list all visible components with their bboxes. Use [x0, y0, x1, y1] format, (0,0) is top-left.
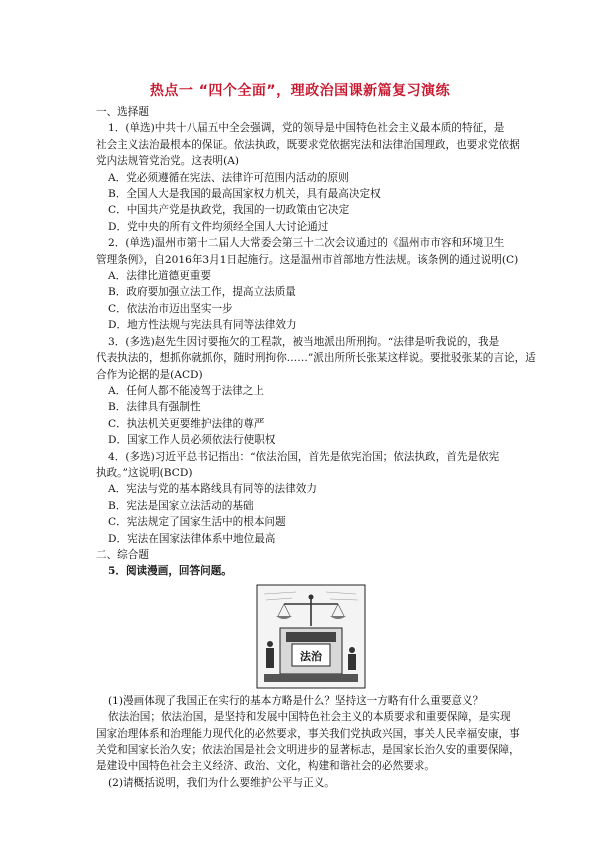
option-b: B．宪法是国家立法活动的基础	[108, 499, 254, 512]
option-c: C．中国共产党是执政党，我国的一切政策由它决定	[108, 204, 350, 217]
option-d: D．党中央的所有文件均须经全国人大讨论通过	[108, 220, 329, 233]
option-b: B．法律具有强制性	[108, 401, 201, 414]
question-line: 管理条例》，自2016年3月1日起施行。这是温州市首部地方性法规。该条例的通过说明(C)	[96, 253, 519, 266]
document-body	[96, 104, 536, 791]
option-c: C．依法治市迈出坚实一步	[108, 302, 233, 315]
cartoon-scales-illustration	[256, 584, 366, 689]
question-line: 执政。”这说明(BCD)	[96, 466, 193, 479]
question-3	[96, 334, 536, 449]
page-title: 热点一 “四个全面”，理政治国课新篇复习演练	[149, 83, 451, 99]
question-line: 代表执法的，想抓你就抓你，随时刑拘你……”派出所所长张某这样说。要批驳张某的言论，适	[96, 352, 536, 365]
question-1	[96, 120, 520, 235]
option-c: C．执法机关更要维护法律的尊严	[108, 417, 265, 430]
question-4	[96, 449, 510, 547]
option-a: A．宪法与党的基本路线具有同等的法律效力	[108, 483, 317, 496]
option-a: A．任何人都不能凌驾于法律之上	[108, 384, 264, 397]
question-line: 社会主义法治最根本的保证。依法执政，既要求党依据宪法和法律治国理政，也要求党依据	[96, 138, 520, 151]
option-c: C．宪法规定了国家生活中的根本问题	[108, 516, 286, 529]
question-line: 党内法规管党治党。这表明(A)	[96, 155, 240, 168]
question-5	[96, 563, 520, 791]
answer-line: 关党和国家长治久安；依法治国是社会文明进步的显著标志，是国家长治久安的重要保障，	[96, 744, 520, 756]
question-line: 合作为论据的是(ACD)	[96, 368, 203, 381]
option-d: D．地方性法规与宪法具有同等法律效力	[108, 319, 297, 332]
sub-question-2: (2)请概括说明，我们为什么要维护公平与正义。	[108, 776, 335, 789]
question-2	[96, 235, 519, 333]
sub-question-1: (1)漫画体现了我国正在实行的基本方略是什么？坚持这一方略有什么重要意义？	[108, 694, 484, 707]
option-a: A．党必须遵循在宪法、法律许可范围内活动的原则	[108, 171, 349, 184]
cartoon-label: 法治	[300, 649, 322, 663]
question-line: 2．(单选)温州市第十二届人大常委会第三十二次会议通过的《温州市市容和环境卫生	[108, 237, 505, 250]
answer-line: 国家治理体系和治理能力现代化的必然要求，事关我们党执政兴国，事关人民幸福安康，事	[96, 727, 520, 740]
question-line: 1．(单选)中共十八届五中全会强调，党的领导是中国特色社会主义最本质的特征，是	[108, 122, 505, 135]
option-d: D．国家工作人员必须依法行使职权	[108, 434, 276, 447]
answer-line: 依法治国；依法治国，是坚持和发展中国特色社会主义的本质要求和重要保障，是实现	[108, 711, 511, 724]
section-comprehensive-heading: 二、综合题	[96, 548, 149, 561]
cartoon-image	[256, 584, 366, 689]
question-stem: 5．阅读漫画，回答问题。	[108, 565, 232, 578]
section-choice-heading: 一、选择题	[96, 106, 149, 118]
question-line: 3．(多选)赵先生因讨要拖欠的工程款，被当地派出所刑拘。“法律是听我说的，我是	[108, 335, 500, 348]
option-b: B．政府要加强立法工作，提高立法质量	[108, 286, 296, 299]
question-line: 4．(多选)习近平总书记指出：“依法治国，首先是依宪治国；依法执政，首先是依宪	[108, 450, 500, 463]
option-d: D．宪法在国家法律体系中地位最高	[108, 532, 276, 545]
option-a: A．法律比道德更重要	[108, 270, 211, 283]
option-b: B．全国人大是我国的最高国家权力机关，具有最高决定权	[108, 188, 381, 201]
answer-line: 是建设中国特色社会主义经济、政治、文化，构建和谐社会的必然要求。	[96, 760, 435, 773]
